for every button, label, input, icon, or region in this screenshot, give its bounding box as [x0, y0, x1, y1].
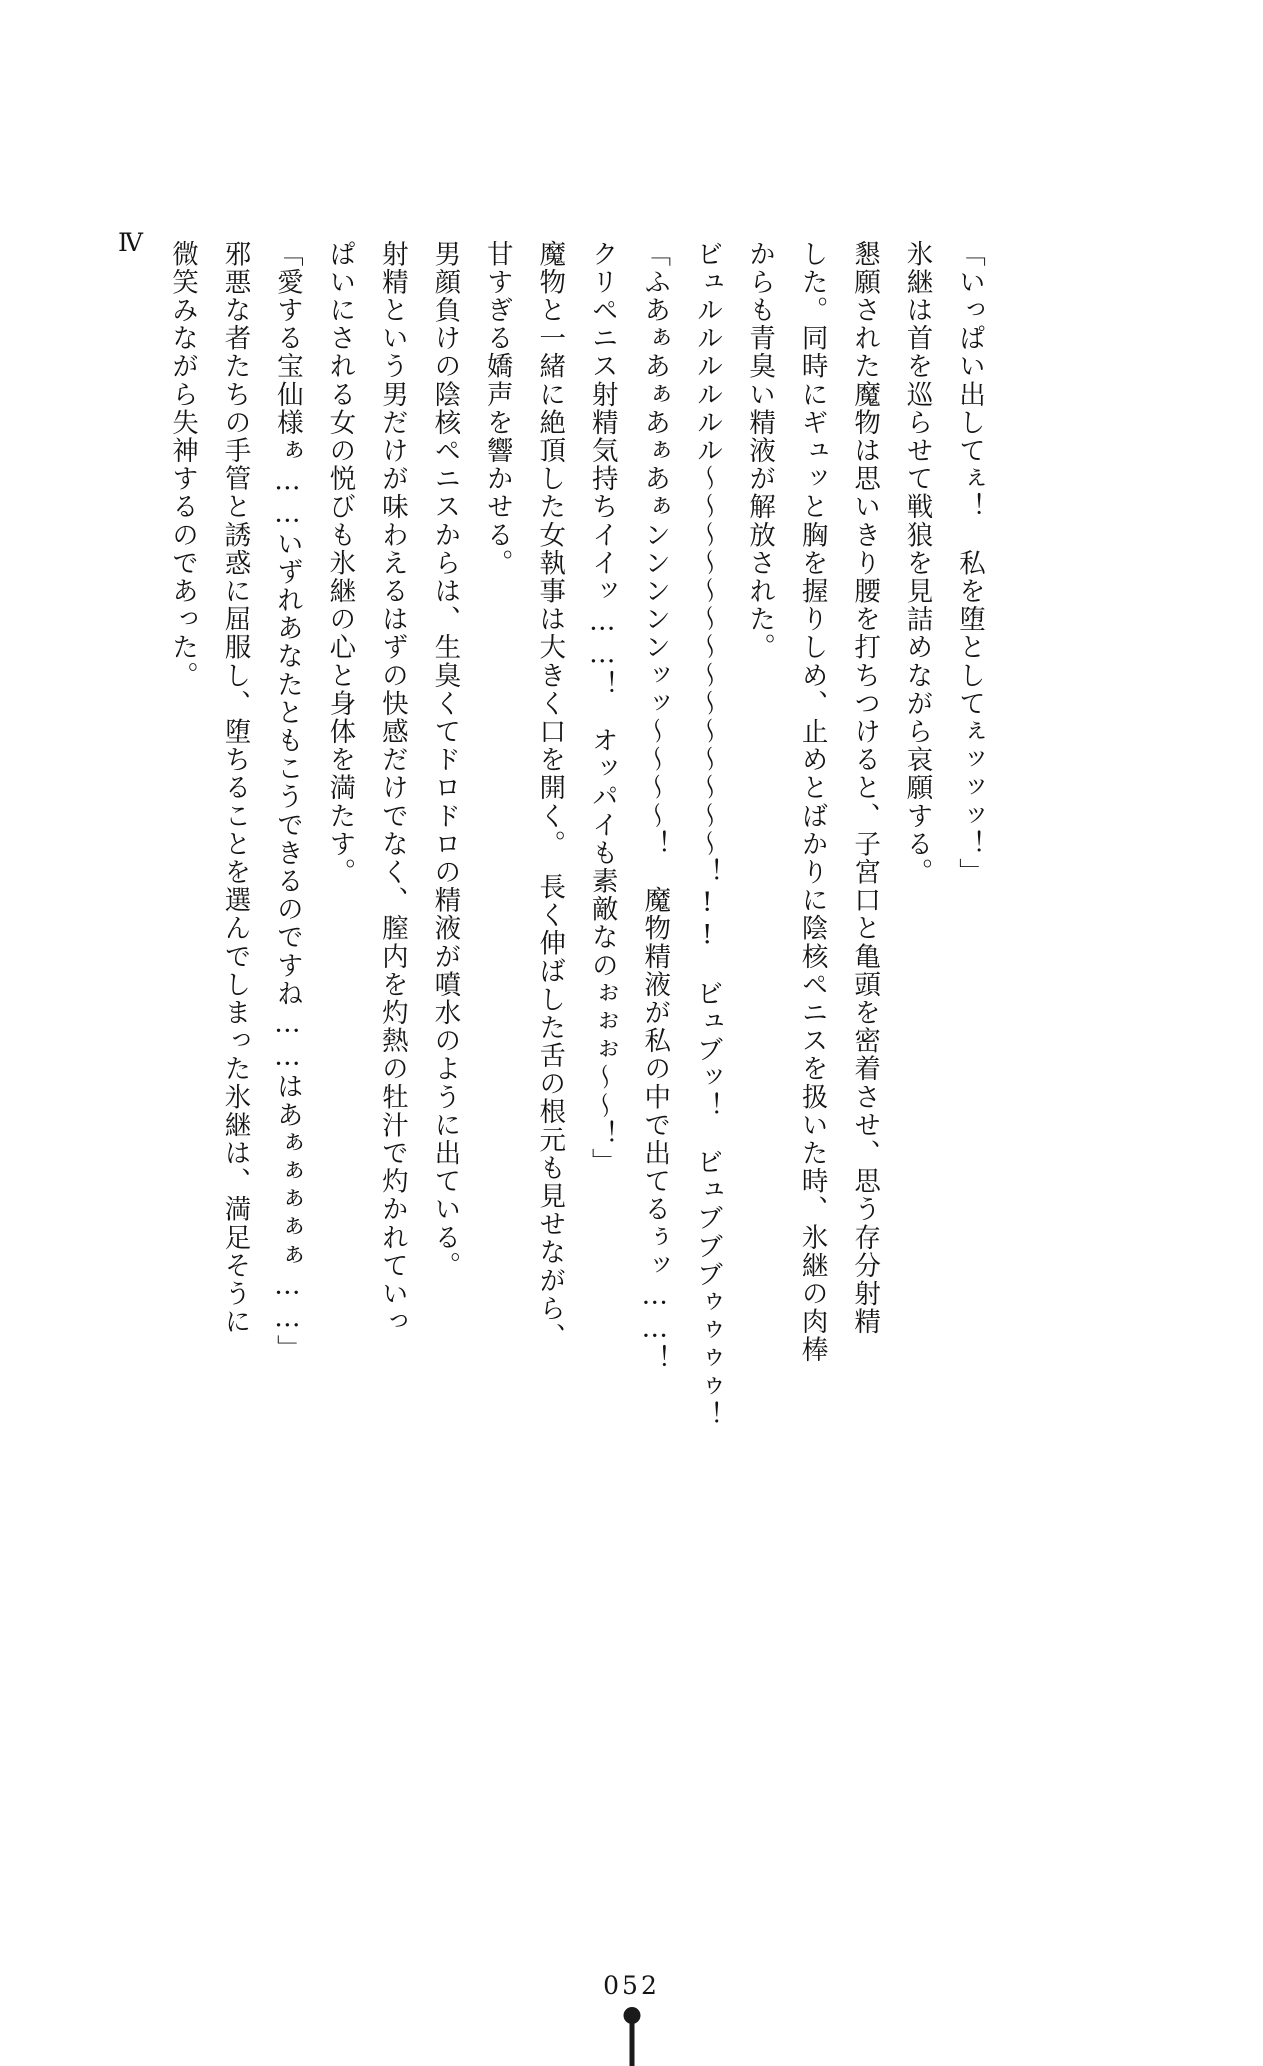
body-line: クリペニス射精気持ちイイッ……！ オッパイも素敵なのぉぉぉ～～！」	[586, 240, 618, 1177]
body-line: 「いっぱい出してぇ！ 私を堕としてぇッッッ！」	[954, 240, 985, 887]
body-line: ぱいにされる女の悦びも氷継の心と身体を満たす。	[324, 240, 356, 887]
body-line: 氷継は首を巡らせて戦狼を見詰めながら哀願する。	[901, 240, 933, 887]
body-line: 微笑みながら失神するのであった。	[166, 240, 198, 690]
body-line: 「愛する宝仙様ぁ……いずれあなたともこうできるのですね……はあぁぁぁぁぁ……」	[271, 240, 303, 1363]
body-line: 懇願された魔物は思いきり腰を打ちつけると、子宮口と亀頭を密着させ、思う存分射精	[849, 240, 881, 1336]
body-line: 魔物と一緒に絶頂した女執事は大きく口を開く。 長く伸ばした舌の根元も見せながら、	[534, 240, 566, 1351]
chapter-number: Ⅳ	[118, 228, 144, 257]
body-line: からも青臭い精液が解放された。	[744, 240, 776, 662]
footer-rule-ornament	[629, 2018, 634, 2066]
body-line: 男顔負けの陰核ペニスからは、生臭くてドロドロの精液が噴水のように出ている。	[429, 240, 461, 1280]
body-line: 射精という男だけが味わえるはずの快感だけでなく、膣内を灼熱の牡汁で灼かれていっ	[376, 240, 408, 1336]
body-line: 甘すぎる嬌声を響かせる。	[481, 240, 513, 578]
vertical-text-body	[166, 240, 995, 1740]
page-number: 052	[603, 1971, 660, 2000]
body-line: した。同時にギュッと胸を握りしめ、止めとばかりに陰核ペニスを扱いた時、氷継の肉棒	[796, 240, 828, 1364]
body-line: 邪悪な者たちの手管と誘惑に屈服し、堕ちることを選んでしまった氷継は、満足そうに	[219, 240, 251, 1336]
body-line: ビュルルルルルル～～～～～～～～～～～～～～！!! ビュブッ！ ビュブブブゥゥゥゥ！	[691, 240, 723, 1430]
body-line: 「ふあぁあぁあぁあぁンンンンンッッ～～～～！ 魔物精液が私の中で出てるぅッ……！	[639, 240, 671, 1373]
